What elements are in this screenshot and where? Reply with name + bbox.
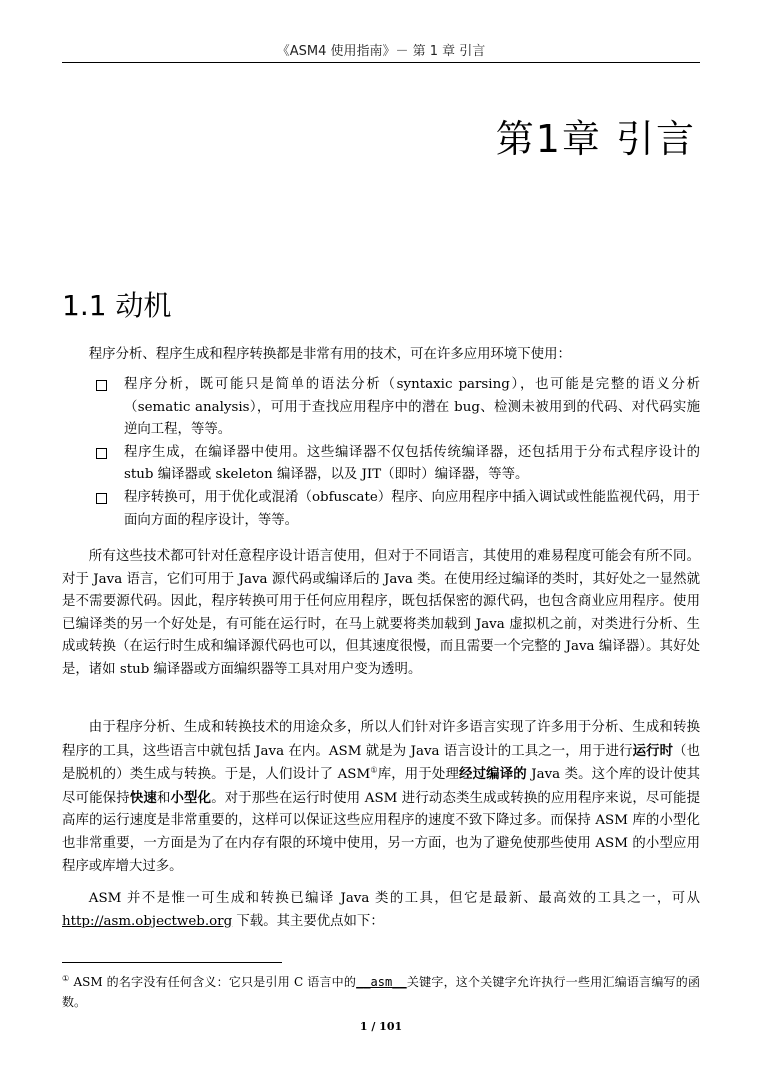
intro-text: 程序分析、程序生成和程序转换都是非常有用的技术，可在许多应用环境下使用： <box>88 347 571 362</box>
paragraph-4 <box>62 888 700 933</box>
footnote-reference[interactable]: ① <box>370 765 378 775</box>
header-rule <box>62 62 700 63</box>
p3-bold-compiled: 经过编译的 <box>459 766 527 783</box>
p3-text-5: 和 <box>156 790 171 806</box>
p3-text-2: （也是脱机的）类生成与转换。于是，人们设计了 ASM <box>62 743 701 783</box>
intro-paragraph <box>62 344 700 367</box>
p3-text-1: 由于程序分析、生成和转换技术的用途众多，所以人们针对许多语言实现了许多用于分析、生成和转换程序的工具，这些语言中就包括 Java 在内。ASM 就是为 Java 语言设计的工具之一，用于进行 <box>62 720 700 759</box>
bullet-text: 程序生成，在编译器中使用。这些编译器不仅包括传统编译器，还包括用于分布式程序设计的 stub 编译器或 skeleton 编译器，以及 JIT（即时）编译器，等等。 <box>124 444 700 483</box>
footnote-mark: ① <box>62 974 70 983</box>
section-title: 1.1 动机 <box>62 289 172 322</box>
p4-text-1: ASM 并不是惟一可生成和转换已编译 Java 类的工具，但它是最新、最高效的工具之一，可从 <box>88 891 700 906</box>
p3-text-3: 库，用于处理 <box>377 767 460 783</box>
paragraph-3-text <box>62 717 700 878</box>
chapter-title: 第1章 引言 <box>495 117 696 161</box>
checkbox-bullet-icon <box>96 380 107 391</box>
asm-download-link[interactable]: http://asm.objectweb.org <box>62 913 233 929</box>
paragraph-4-text <box>62 888 700 933</box>
footnote-text-1: ASM 的名字没有任何含义：它只是引用 C 语言中的 <box>69 975 357 989</box>
p3-text-6: 。对于那些在运行时使用 ASM 进行动态类生成或转换的应用程序来说，尽可能提高库的运行速度是非常重要的，这样可以保证这些应用程序的速度不致下降过多。而保持 ASM 库的小型化也非常重要，一方面是为了在内存有限的环境中使用，另一方面，也为了避免使那些使用 ASM 的小型应用程序或库增大过多。 <box>62 790 700 874</box>
page-number: 1 / 101 <box>359 1020 403 1033</box>
p3-bold-small: 小型化 <box>170 789 212 806</box>
bullet-list <box>92 374 700 532</box>
paragraph-2 <box>62 546 700 682</box>
footnote-text-2: 关键字，这个关键字允许执行一些用汇编语言编写的函数。 <box>62 975 700 1009</box>
checkbox-bullet-icon <box>96 493 107 504</box>
paragraph-3 <box>62 717 700 878</box>
p3-text-4: Java 类。这个库的设计使其尽可能保持 <box>62 767 701 806</box>
footnote-rule <box>62 962 282 963</box>
bullet-item <box>92 374 700 442</box>
footnote-code: __asm__ <box>356 975 407 989</box>
bullet-text: 程序分析，既可能只是简单的语法分析（syntaxic parsing），也可能是完整的语义分析（sematic analysis），可用于查找应用程序中的潜在 bug、检测未被用到的代码、对代码实施逆向工程，等等。 <box>124 377 700 438</box>
bullet-text: 程序转换可，用于优化或混淆（obfuscate）程序、向应用程序中插入调试或性能监视代码，用于面向方面的程序设计，等等。 <box>124 489 700 528</box>
p4-text-2: 下载。其主要优点如下： <box>232 913 384 929</box>
p3-bold-fast: 快速 <box>129 789 157 806</box>
bullet-item <box>92 442 700 487</box>
p3-bold-runtime: 运行时 <box>632 742 674 759</box>
footnote <box>62 972 700 1012</box>
bullet-item <box>92 487 700 532</box>
paragraph-2-text: 所有这些技术都可针对任意程序设计语言使用，但对于不同语言，其使用的难易程度可能会有所不同。对于 Java 语言，它们可用于 Java 源代码或编译后的 Java 类。在使用经过编译的类时，其好处之一显然就是不需要源代码。因此，程序转换可用于任何应用程序，既包括保密的源代码，也包含商业应用程序。使用已编译类的另一个好处是，有可能在运行时，在马上就要将类加载到 Java 虚拟机之前，对类进行分析、生成或转换（在运行时生成和编译源代码也可以，但其速度很慢，而且需要一个完整的 Java 编译器）。其好处是，诸如 stub 编译器或方面编织器等工具对用户变为透明。 <box>62 549 700 677</box>
running-head: 《ASM4 使用指南》－ 第 1 章 引言 <box>276 44 486 59</box>
checkbox-bullet-icon <box>96 448 107 459</box>
